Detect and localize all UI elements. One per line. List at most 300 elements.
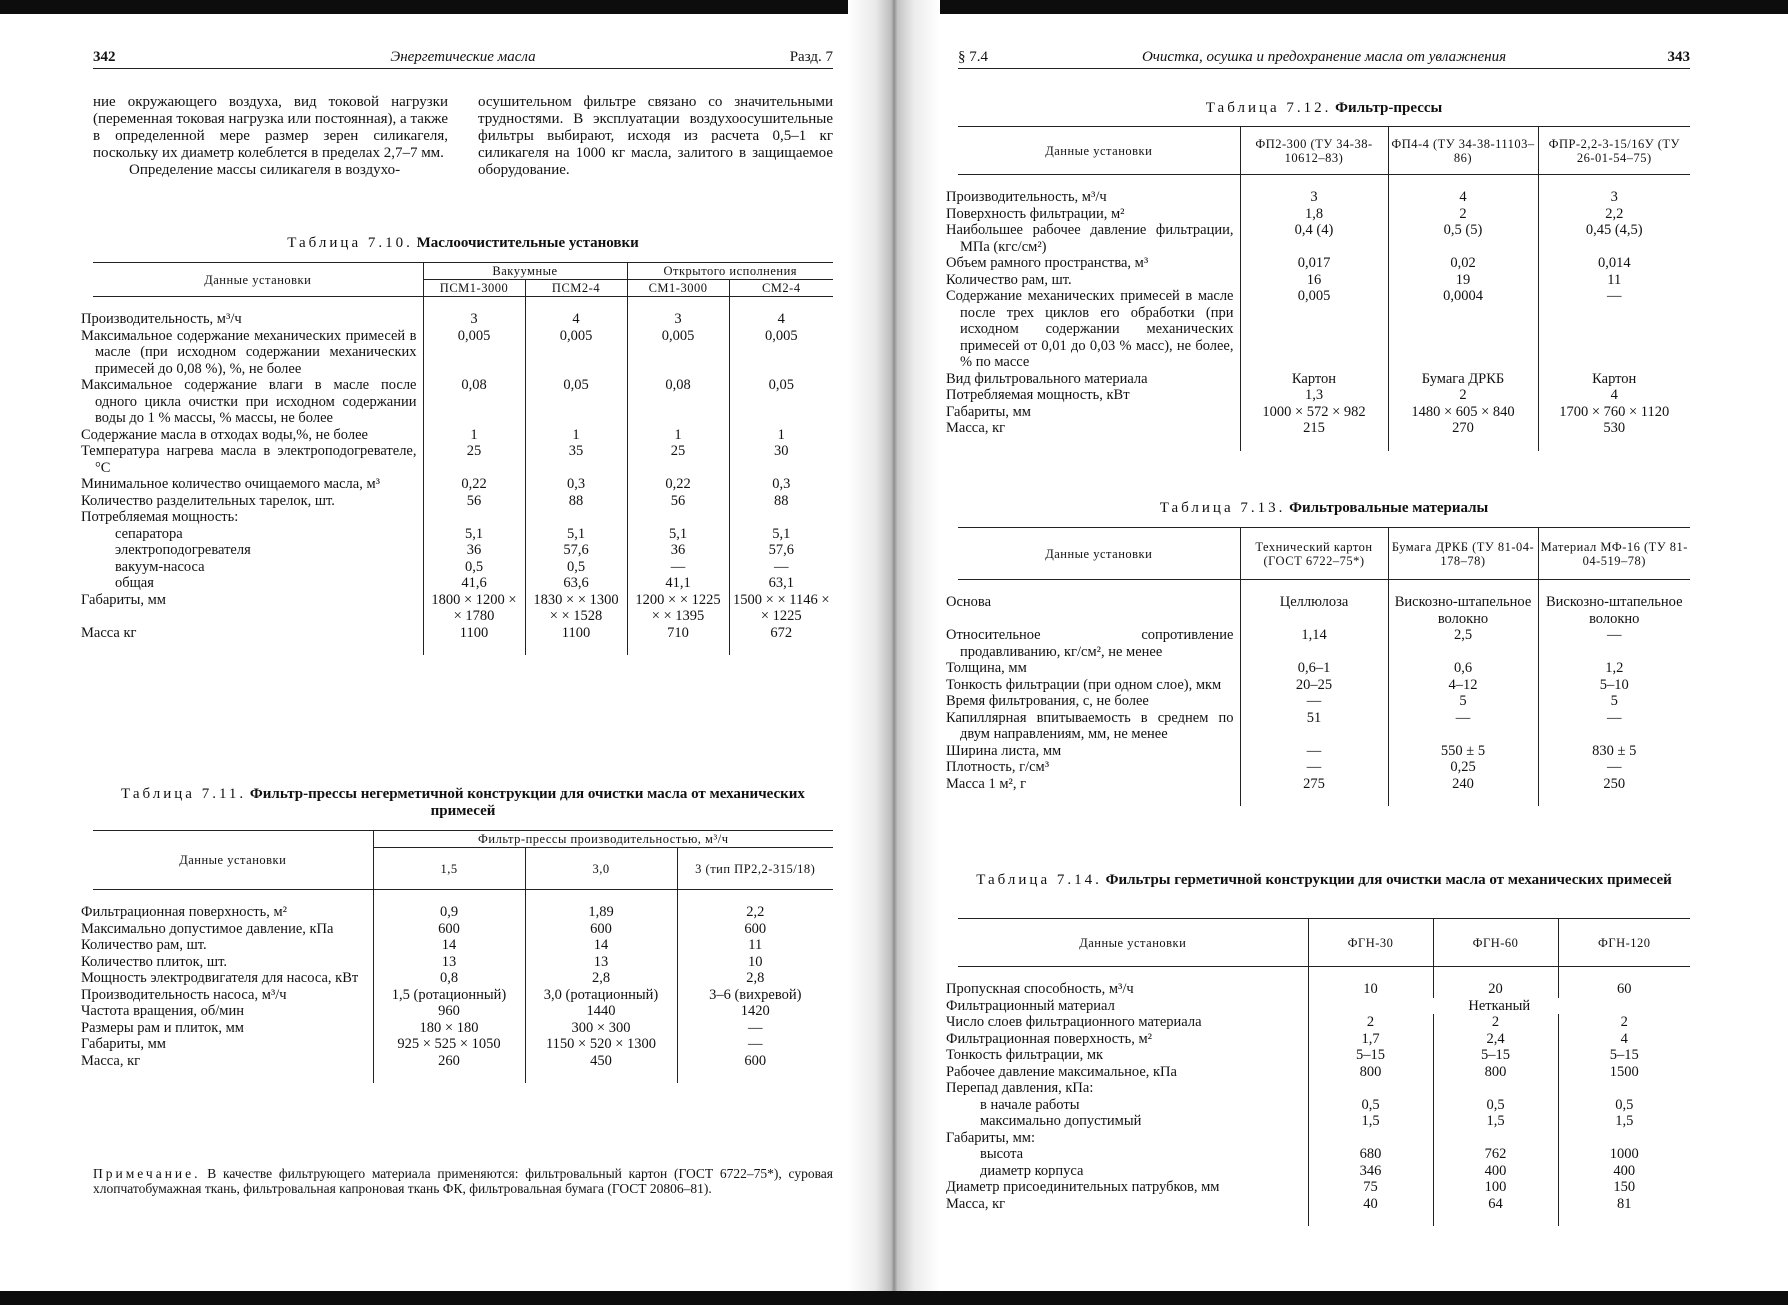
right-page (946, 0, 1690, 1291)
table-cell: 63,1 (729, 575, 833, 592)
row-label: Количество рам, шт. (81, 937, 207, 953)
table-title: Фильтры герметичной конструкции для очистки масла от механических примесей (1105, 872, 1672, 888)
paragraph: осушительном фильтре связано со значительными трудностями. В эксплуатации воздухоосушительные фильтры выбирают, исходя из расчета 0,5–1 кг силикагеля на 1000 кг масла, залитого в защищаемое оборудование. (478, 94, 833, 178)
table-cell: 180 × 180 (373, 1020, 525, 1037)
table-cell: 10 (1308, 967, 1433, 998)
table-row (958, 404, 1690, 421)
table-cell: 346 (1308, 1163, 1433, 1180)
table-row (93, 575, 833, 592)
table-row (958, 627, 1690, 660)
table-cell: 0,25 (1388, 759, 1538, 776)
row-label: общая (115, 575, 154, 591)
table-cell: 2 (1388, 206, 1538, 223)
table-cell: 1800 × 1200 × × 1780 (423, 592, 525, 625)
scan-border-bottom (0, 1291, 1788, 1305)
table-cell: 5,1 (423, 526, 525, 543)
table-cell: 11 (1538, 272, 1690, 289)
row-label: Основа (946, 594, 992, 610)
row-label: Частота вращения, об/мин (81, 1003, 244, 1019)
table-cell: 14 (525, 937, 677, 954)
table-7-10-caption (93, 235, 833, 252)
table-number: Таблица 7.13. (1159, 500, 1286, 516)
table-number: Таблица 7.10. (287, 235, 413, 251)
table-row (93, 890, 833, 921)
column-header: Материал МФ-16 (ТУ 81-04-519–78) (1538, 528, 1690, 580)
right-page-number: 343 (1667, 49, 1690, 65)
table-cell: — (1538, 759, 1690, 776)
row-label: Количество рам, шт. (946, 271, 1072, 288)
row-label: Фильтрационная поверхность, м² (81, 904, 287, 920)
row-label: Масса, кг (946, 1195, 1006, 1212)
table-cell: 0,005 (729, 328, 833, 378)
row-label: Масса 1 м², г (946, 775, 1027, 792)
table-cell: 5,1 (525, 526, 627, 543)
row-label: Производительность, м³/ч (946, 189, 1107, 205)
table-cell: 1 (729, 427, 833, 444)
row-label: максимально допустимый (980, 1113, 1142, 1129)
table-cell: 800 (1308, 1064, 1433, 1081)
column-header-data: Данные установки (958, 919, 1308, 967)
table-cell: 2,5 (1388, 627, 1538, 660)
table-cell: 0,5 (1308, 1097, 1433, 1114)
table-cell: 1700 × 760 × 1120 (1538, 404, 1690, 421)
table-row (93, 559, 833, 576)
row-label: Тонкость фильтрации, мк (946, 1047, 1104, 1063)
table-cell: 710 (627, 625, 729, 656)
table-cell: 600 (677, 921, 833, 938)
table-cell: 63,6 (525, 575, 627, 592)
table-cell: — (1538, 288, 1690, 371)
table-cell: 1420 (677, 1003, 833, 1020)
row-label: Плотность, г/см³ (946, 759, 1050, 775)
left-running-title: Энергетические масла (390, 49, 536, 65)
table-row (958, 272, 1690, 289)
table-cell: 1,8 (1240, 206, 1388, 223)
table-row (958, 288, 1690, 371)
table-cell: 2,2 (677, 890, 833, 921)
table-row (93, 987, 833, 1004)
group-header-vacuum: Вакуумные (423, 263, 627, 280)
table-cell: 0,8 (373, 970, 525, 987)
table-cell: 19 (1388, 272, 1538, 289)
table-cell: Картон (1538, 371, 1690, 388)
table-row (958, 998, 1690, 1015)
table-cell: 5,1 (729, 526, 833, 543)
table-cell: 14 (373, 937, 525, 954)
table-cell: 0,08 (627, 377, 729, 427)
table-cell: 0,02 (1388, 255, 1538, 272)
table-row (93, 1053, 833, 1084)
table-cell: 40 (1308, 1196, 1433, 1227)
row-label: Толщина, мм (946, 660, 1027, 676)
table-title: Фильтр-прессы негерметичной конструкции для очистки масла от механических примесей (249, 786, 805, 819)
table-cell: 0,5 (1558, 1097, 1690, 1114)
table-row (958, 1146, 1690, 1163)
table-row (93, 297, 833, 328)
table-7-11-caption (93, 786, 833, 820)
table-cell: Вискозно-штапельное волокно (1388, 580, 1538, 628)
table-row (958, 693, 1690, 710)
column-header-data: Данные установки (958, 127, 1240, 175)
left-running-header (93, 48, 833, 69)
table-row (958, 255, 1690, 272)
table-cell: 3 (423, 297, 525, 328)
table-cell: 1500 × × 1146 × × 1225 (729, 592, 833, 625)
table-cell: 0,5 (5) (1388, 222, 1538, 255)
table-cell: 57,6 (525, 542, 627, 559)
table-cell (1433, 1130, 1558, 1147)
row-label: Мощность электродвигателя для насоса, кВт (81, 970, 359, 986)
table-cell: 57,6 (729, 542, 833, 559)
table-7-13 (946, 527, 1690, 806)
table-cell: 0,005 (525, 328, 627, 378)
table-note (93, 1166, 833, 1196)
row-label: Фильтрационный материал (946, 997, 1115, 1014)
table-cell: — (1240, 743, 1388, 760)
row-label: вакуум-насоса (115, 558, 205, 575)
table-row (958, 1113, 1690, 1130)
table-cell: 1,3 (1240, 387, 1388, 404)
table-cell: 10 (677, 954, 833, 971)
row-label: Количество плиток, шт. (81, 953, 227, 970)
row-label: Фильтрационная поверхность, м² (946, 1030, 1152, 1047)
table-row (93, 1003, 833, 1020)
table-cell: 51 (1240, 710, 1388, 743)
row-label: Потребляемая мощность, кВт (946, 387, 1130, 403)
table-row (958, 967, 1690, 998)
column-header: ФП4-4 (ТУ 34-38-11103–86) (1388, 127, 1538, 175)
table-row (93, 592, 833, 625)
table-cell: 240 (1388, 776, 1538, 807)
table-cell: 56 (627, 493, 729, 510)
table-row (93, 1020, 833, 1037)
note-label: Примечание. (93, 1166, 201, 1181)
table-cell: 1,7 (1308, 1031, 1433, 1048)
table-cell: 550 ± 5 (1388, 743, 1538, 760)
table-cell: 0,5 (423, 559, 525, 576)
table-cell: 0,4 (4) (1240, 222, 1388, 255)
column-header: ФГН-30 (1308, 919, 1433, 967)
table-cell: 400 (1433, 1163, 1558, 1180)
table-row (93, 509, 833, 526)
table-row (93, 954, 833, 971)
table-cell: 1,5 (1433, 1113, 1558, 1130)
row-label: Производительность насоса, м³/ч (81, 986, 287, 1003)
table-cell: 800 (1433, 1064, 1558, 1081)
table-cell: 600 (373, 921, 525, 938)
table-7-12 (946, 126, 1690, 451)
row-label: Максимальное содержание влаги в масле после одного цикла очистки при исходном содержании воды до 1 % массы, % массы, не более (81, 377, 417, 426)
table-cell: 13 (525, 954, 677, 971)
table-cell: — (1240, 693, 1388, 710)
table-cell: 81 (1558, 1196, 1690, 1227)
table-row (958, 1031, 1690, 1048)
table-cell (525, 509, 627, 526)
table-cell: 300 × 300 (525, 1020, 677, 1037)
text-column-1 (93, 94, 448, 179)
table-row (93, 970, 833, 987)
table-row (958, 175, 1690, 206)
table-cell: 260 (373, 1053, 525, 1084)
table-row (958, 1080, 1690, 1097)
table-cell: 3 (1240, 175, 1388, 206)
row-label: Пропускная способность, м³/ч (946, 981, 1134, 997)
table-cell: 960 (373, 1003, 525, 1020)
table-cell: 0,005 (423, 328, 525, 378)
table-cell: 0,0004 (1388, 288, 1538, 371)
table-cell: — (1388, 710, 1538, 743)
table-number: Таблица 7.11. (121, 786, 247, 802)
table-cell: — (729, 559, 833, 576)
table-cell: 25 (627, 443, 729, 476)
table-row (958, 759, 1690, 776)
table-row (958, 1097, 1690, 1114)
paragraph: Определение массы силикагеля в воздухо- (129, 162, 401, 178)
table-row (93, 542, 833, 559)
table-cell: 270 (1388, 420, 1538, 451)
row-label: Масса кг (81, 624, 137, 641)
table-row (93, 625, 833, 656)
row-label: Масса, кг (946, 420, 1006, 436)
table-cell: 5 (1538, 693, 1690, 710)
table-cell: 4 (729, 297, 833, 328)
table-cell: 4 (1538, 387, 1690, 404)
table-cell: 1100 (423, 625, 525, 656)
table-cell: 530 (1538, 420, 1690, 451)
table-cell: Картон (1240, 371, 1388, 388)
table-cell: 0,05 (729, 377, 833, 427)
table-cell: 35 (525, 443, 627, 476)
table-cell: 5–15 (1308, 1047, 1433, 1064)
column-header: Технический картон (ГОСТ 6722–75*) (1240, 528, 1388, 580)
table-row (958, 776, 1690, 807)
row-label: высота (980, 1146, 1024, 1162)
table-cell: — (1240, 759, 1388, 776)
column-header: ФПР-2,2-3-15/16У (ТУ 26-01-54–75) (1538, 127, 1690, 175)
table-row (958, 387, 1690, 404)
column-header-data: Данные установки (958, 528, 1240, 580)
table-cell: 2 (1433, 1014, 1558, 1031)
table-cell: — (677, 1020, 833, 1037)
table-row (93, 937, 833, 954)
table-cell: Бумага ДРКБ (1388, 371, 1538, 388)
row-label: Содержание масла в отходах воды,%, не более (81, 426, 368, 443)
table-cell: 25 (423, 443, 525, 476)
table-number: Таблица 7.14. (976, 872, 1102, 888)
table-cell: 0,5 (525, 559, 627, 576)
table-cell: 3 (1538, 175, 1690, 206)
table-title: Фильтр-прессы (1335, 100, 1443, 116)
table-cell: 5–10 (1538, 677, 1690, 694)
table-title: Маслоочистительные установки (416, 235, 639, 251)
table-cell (423, 509, 525, 526)
table-cell (1558, 1130, 1690, 1147)
table-cell: 0,22 (627, 476, 729, 493)
column-header-model: ПСМ1-3000 (423, 280, 525, 297)
table-cell: 0,45 (4,5) (1538, 222, 1690, 255)
table-row (958, 206, 1690, 223)
book-gutter (848, 0, 940, 1305)
row-label: в начале работы (980, 1096, 1080, 1113)
right-running-title: Очистка, осушка и предохранение масла от увлажнения (1141, 49, 1507, 65)
merged-cell: Нетканый (1308, 998, 1690, 1015)
table-cell: — (1538, 710, 1690, 743)
table-row (958, 420, 1690, 451)
table-cell: 0,9 (373, 890, 525, 921)
table-row (93, 526, 833, 543)
table-row (958, 1047, 1690, 1064)
table-row (958, 1163, 1690, 1180)
table-row (958, 1064, 1690, 1081)
table-cell: 88 (525, 493, 627, 510)
group-header-open: Открытого исполнения (627, 263, 833, 280)
column-header-model: СМ1-3000 (627, 280, 729, 297)
row-label: Тонкость фильтрации (при одном слое), мкм (946, 676, 1222, 693)
table-cell: 1100 (525, 625, 627, 656)
table-cell: 1150 × 520 × 1300 (525, 1036, 677, 1053)
table-cell: 250 (1538, 776, 1690, 807)
table-cell: 450 (525, 1053, 677, 1084)
row-label: сепаратора (115, 525, 183, 542)
table-cell: 2,8 (525, 970, 677, 987)
table-cell: 1500 (1558, 1064, 1690, 1081)
table-row (93, 921, 833, 938)
column-header: Бумага ДРКБ (ТУ 81-04-178–78) (1388, 528, 1538, 580)
table-cell: Вискозно-штапельное волокно (1538, 580, 1690, 628)
table-cell: 13 (373, 954, 525, 971)
table-cell (729, 509, 833, 526)
table-cell: 925 × 525 × 1050 (373, 1036, 525, 1053)
table-cell: 16 (1240, 272, 1388, 289)
table-row (958, 1014, 1690, 1031)
row-label: Поверхность фильтрации, м² (946, 205, 1125, 222)
note-text: В качестве фильтрующего материала применяются: фильтровальный картон (ГОСТ 6722–75*), суровая хлопчатобумажная ткань, фильтровальная капроновая ткань ФК, фильтровальная бумага (ГОСТ 20806–81). (93, 1166, 833, 1196)
table-cell: 2 (1308, 1014, 1433, 1031)
table-row (93, 443, 833, 476)
row-label: Время фильтрования, с, не более (946, 693, 1149, 709)
table-cell: 56 (423, 493, 525, 510)
column-header-model: ПСМ2-4 (525, 280, 627, 297)
table-cell: 0,3 (525, 476, 627, 493)
table-row (93, 427, 833, 444)
table-cell: 0,3 (729, 476, 833, 493)
row-label: Объем рамного пространства, м³ (946, 255, 1149, 271)
group-header-capacity: Фильтр-прессы производительностью, м³/ч (373, 831, 833, 848)
row-label: Минимальное количество очищаемого масла, м³ (81, 476, 380, 492)
column-header: ФП2-300 (ТУ 34-38-10612–83) (1240, 127, 1388, 175)
text-column-2 (478, 94, 833, 179)
row-label: Габариты, мм (81, 1036, 166, 1052)
table-cell: 2 (1558, 1014, 1690, 1031)
table-7-12-caption (958, 100, 1690, 117)
table-cell: 0,22 (423, 476, 525, 493)
table-cell: 0,6 (1388, 660, 1538, 677)
row-label: Диаметр присоединительных патрубков, мм (946, 1179, 1220, 1195)
table-cell: 2,4 (1433, 1031, 1558, 1048)
table-cell: 1,5 (ротационный) (373, 987, 525, 1004)
table-row (958, 371, 1690, 388)
table-cell: 830 ± 5 (1538, 743, 1690, 760)
row-label: Масса, кг (81, 1052, 141, 1069)
table-cell: 2,2 (1538, 206, 1690, 223)
table-cell: 64 (1433, 1196, 1558, 1227)
table-row (958, 710, 1690, 743)
column-header: 1,5 (373, 848, 525, 890)
table-cell: 4–12 (1388, 677, 1538, 694)
row-label: Рабочее давление максимальное, кПа (946, 1063, 1177, 1080)
table-7-11 (81, 830, 833, 1083)
row-label: электроподогревателя (115, 542, 251, 558)
column-header-data: Данные установки (93, 263, 423, 297)
right-running-header (958, 48, 1690, 69)
table-cell: 41,1 (627, 575, 729, 592)
table-cell: 0,08 (423, 377, 525, 427)
table-cell: 400 (1558, 1163, 1690, 1180)
table-title: Фильтровальные материалы (1289, 500, 1489, 516)
table-cell: 1000 × 572 × 982 (1240, 404, 1388, 421)
table-row (958, 743, 1690, 760)
table-cell: 1,14 (1240, 627, 1388, 660)
row-label: Количество разделительных тарелок, шт. (81, 492, 335, 509)
table-cell: 1 (525, 427, 627, 444)
row-label: Наибольшее рабочее давление фильтрации, МПа (кгс/см²) (946, 222, 1234, 255)
table-cell: 0,6–1 (1240, 660, 1388, 677)
table-row (958, 1130, 1690, 1147)
row-label: Относительное сопротивление продавливанию, кг/см², не менее (946, 627, 1234, 660)
table-cell: 20 (1433, 967, 1558, 998)
table-cell: 1 (423, 427, 525, 444)
table-row (93, 328, 833, 378)
table-cell: 36 (627, 542, 729, 559)
table-cell: Целлюлоза (1240, 580, 1388, 628)
table-cell: 680 (1308, 1146, 1433, 1163)
table-cell: 150 (1558, 1179, 1690, 1196)
column-header: 3,0 (525, 848, 677, 890)
table-row (958, 1179, 1690, 1196)
table-cell: 88 (729, 493, 833, 510)
table-cell: 275 (1240, 776, 1388, 807)
table-cell: 0,05 (525, 377, 627, 427)
table-cell: 4 (525, 297, 627, 328)
table-cell: 215 (1240, 420, 1388, 451)
row-label: Максимально допустимое давление, кПа (81, 920, 334, 937)
table-cell: 1,2 (1538, 660, 1690, 677)
row-label: Габариты, мм (946, 403, 1031, 420)
column-header-model: СМ2-4 (729, 280, 833, 297)
table-cell: 0,005 (1240, 288, 1388, 371)
table-7-10 (81, 262, 833, 655)
table-cell: 11 (677, 937, 833, 954)
row-label: Максимальное содержание механических примесей в масле (при исходном содержании механических примесей до 0,08 %), %, не более (81, 327, 417, 377)
table-7-14 (946, 918, 1690, 1226)
table-cell: 672 (729, 625, 833, 656)
row-label: Ширина листа, мм (946, 742, 1062, 759)
row-label: Содержание механических примесей в масле после трех циклов его обработки (при исходном содержании механических примесей от 0,01 до 0,03 % масс), не более, % по массе (946, 288, 1234, 370)
table-cell (1433, 1080, 1558, 1097)
row-label: диаметр корпуса (980, 1162, 1084, 1179)
table-row (958, 222, 1690, 255)
table-cell: — (1538, 627, 1690, 660)
table-cell: 2 (1388, 387, 1538, 404)
table-cell: 5,1 (627, 526, 729, 543)
table-cell: 1000 (1558, 1146, 1690, 1163)
table-row (93, 377, 833, 427)
table-cell: — (677, 1036, 833, 1053)
table-row (93, 476, 833, 493)
table-cell: 75 (1308, 1179, 1433, 1196)
table-cell (627, 509, 729, 526)
table-row (958, 660, 1690, 677)
